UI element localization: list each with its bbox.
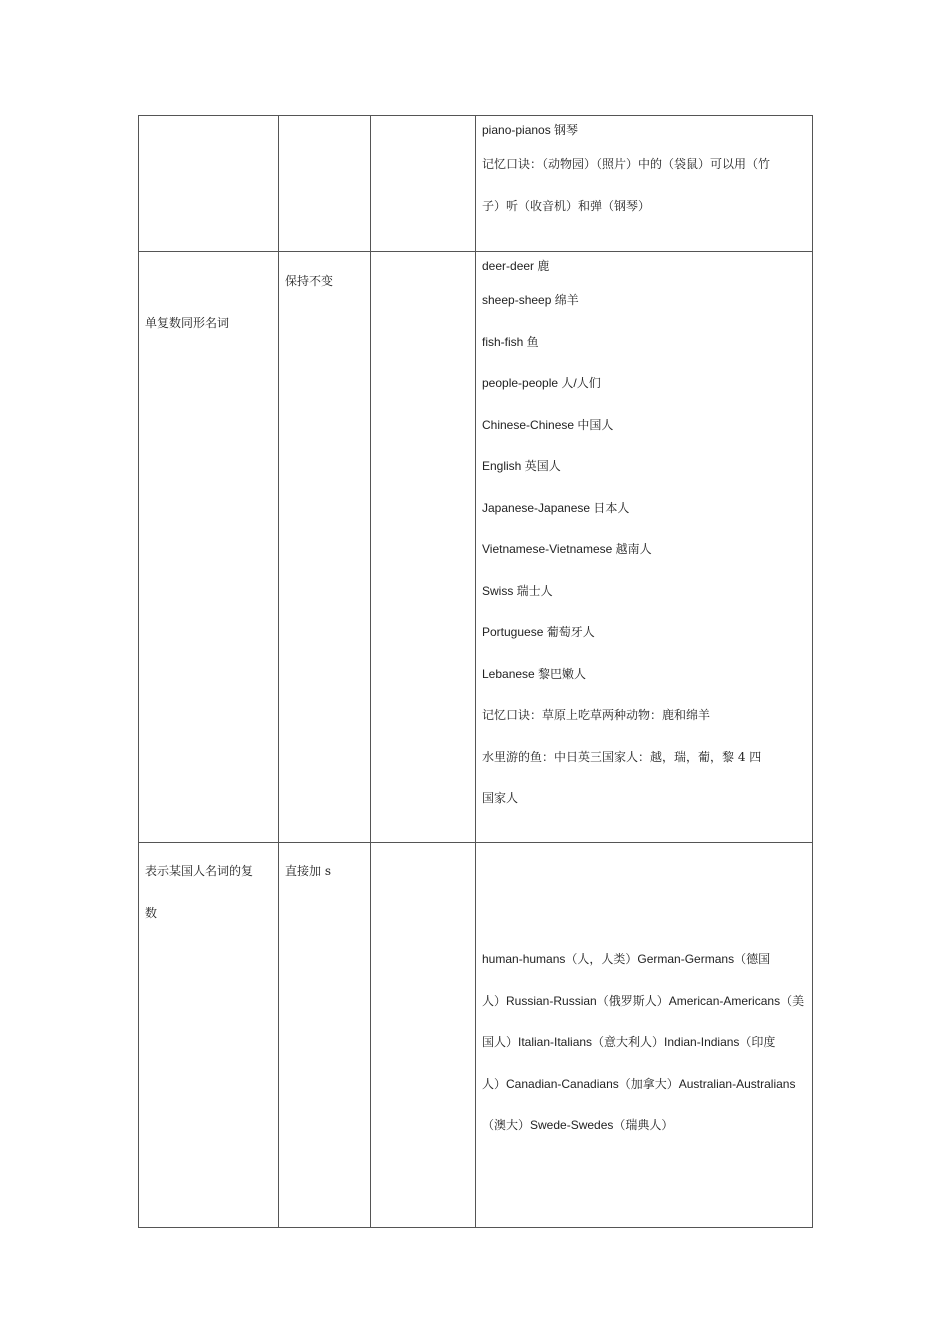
- rule-cell: [279, 116, 371, 252]
- example-line: people-people 人/人们: [482, 376, 601, 390]
- rule-cell: [279, 252, 371, 843]
- example-line: piano-pianos 钢琴: [482, 123, 579, 137]
- category-cell: [139, 252, 279, 843]
- note-cell: [371, 116, 476, 252]
- example-line: （澳大）Swede-Swedes（瑞典人）: [482, 1118, 674, 1132]
- note-cell: [371, 843, 476, 1228]
- noun-plural-table: [138, 115, 813, 1228]
- examples-cell: [476, 116, 813, 252]
- table-row: [139, 116, 813, 252]
- category-cell: [139, 843, 279, 1228]
- category-cell: [139, 116, 279, 252]
- example-line: fish-fish 鱼: [482, 334, 539, 349]
- category-label: 单复数同形名词: [145, 316, 230, 330]
- table-row: [139, 843, 813, 1228]
- example-line: English 英国人: [482, 459, 561, 473]
- example-line: Lebanese 黎巴嫩人: [482, 666, 587, 681]
- example-line: Chinese-Chinese 中国人: [482, 417, 614, 432]
- mnemonic-line: 记忆口诀：（动物园）（照片）中的（袋鼠）可以用（竹: [482, 157, 771, 171]
- rule-label: 保持不变: [285, 274, 334, 288]
- rule-label: 直接加 s: [285, 864, 331, 878]
- example-line: sheep-sheep 绵羊: [482, 293, 579, 307]
- example-line: human-humans（人，人类）German-Germans（德国: [482, 952, 771, 966]
- example-line: Swiss 瑞士人: [482, 583, 553, 598]
- mnemonic-line: 子）听（收音机）和弹（钢琴）: [482, 198, 651, 213]
- table-row: [139, 252, 813, 843]
- example-line: 国人）Italian-Italians（意大利人）Indian-Indians（印度: [482, 1035, 776, 1049]
- mnemonic-line: 国家人: [482, 791, 519, 805]
- example-line: Japanese-Japanese 日本人: [482, 500, 630, 515]
- example-line: 人）Canadian-Canadians（加拿大）Australian-Australians: [482, 1076, 796, 1091]
- examples-cell: [476, 252, 813, 843]
- note-cell: [371, 252, 476, 843]
- mnemonic-line: 记忆口诀：草原上吃草两种动物：鹿和绵羊: [482, 708, 711, 722]
- example-line: Portuguese 葡萄牙人: [482, 625, 595, 639]
- category-label: 数: [145, 905, 158, 920]
- example-line: 人）Russian-Russian（俄罗斯人）American-Americans（美: [482, 993, 805, 1008]
- mnemonic-line: 水里游的鱼：中日英三国家人：越，瑞，葡，黎 4 四: [482, 749, 762, 764]
- examples-cell: [476, 843, 813, 1228]
- example-line: deer-deer 鹿: [482, 259, 550, 273]
- rule-cell: [279, 843, 371, 1228]
- example-line: Vietnamese-Vietnamese 越南人: [482, 542, 652, 556]
- category-label: 表示某国人名词的复: [145, 864, 254, 878]
